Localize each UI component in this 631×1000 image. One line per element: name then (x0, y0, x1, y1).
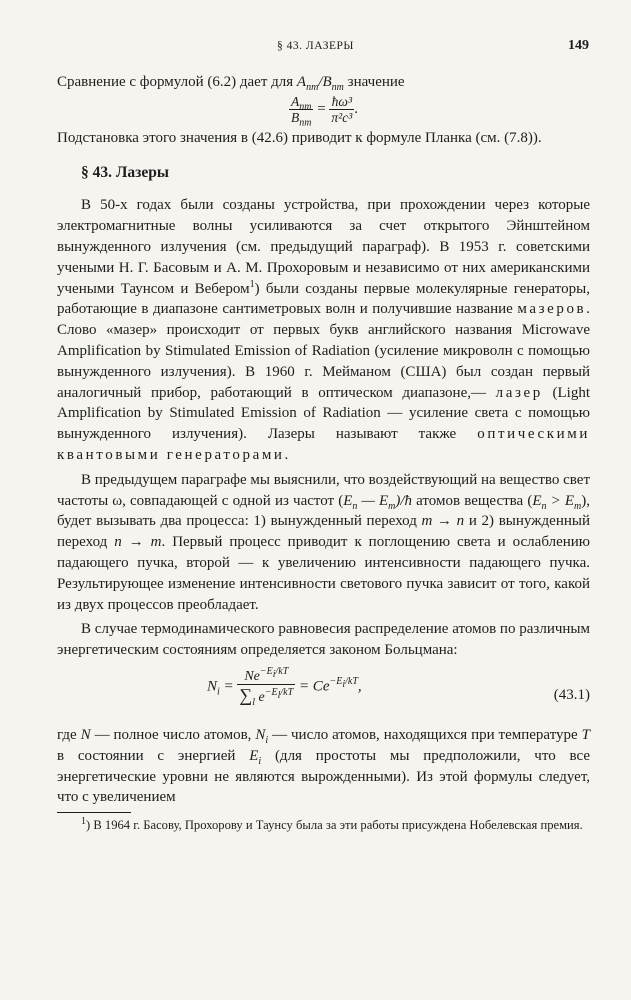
footnote-divider (57, 812, 131, 813)
symbol-T: T (581, 726, 590, 743)
eq-fraction (237, 666, 295, 708)
freq-en-sub: n (352, 500, 358, 512)
cond-em-sub: m (574, 500, 582, 512)
p1-text-b: ) были созданы первые молекулярные генераторы, работающие в диапазоне сантиметровых волн и получившие название (57, 280, 590, 318)
eq-comma: , (357, 678, 362, 695)
sum-index: l (252, 696, 256, 708)
footnote-text: ) В 1964 г. Басову, Прохорову и Таунсу была за эти работы присуждена Нобелевская премия. (86, 818, 583, 833)
p4-text-c: — число атомов, находящихся при температуре (268, 726, 582, 743)
equation-43-1 (57, 663, 590, 721)
boltzmann-formula (207, 666, 362, 708)
symbol-Ni: N (255, 726, 266, 743)
intro-text: Сравнение с формулой (6.2) дает для (57, 74, 297, 90)
page-number: 149 (568, 38, 589, 53)
p4-text-b: — полное число атомов, (90, 726, 256, 743)
p2-text-c: ), будет вызывать два процесса: 1) вынужденный переход (57, 492, 590, 530)
formula-rhs-denominator: π²c³ (331, 109, 353, 125)
eq-num-exponent (259, 666, 289, 681)
formula-period: . (354, 100, 359, 117)
ratio-b-sub: nm (331, 82, 344, 93)
running-head (0, 40, 631, 56)
eq-rhs-exp: −E (329, 676, 343, 688)
intro-text-end: значение (343, 74, 405, 90)
paragraph-stimulated-transitions (57, 470, 590, 616)
transition-m-to-n: m → n (421, 513, 465, 530)
transition-n-to-m: n → m (114, 534, 162, 551)
intro-conclusion: Подстановка этого значения в (42.6) приводит к формуле Планка (см. (7.8)). (57, 129, 542, 146)
lhs-num-symbol: A (290, 93, 300, 109)
p2-text-a: В предыдущем параграфе мы выяснили, что воздействующий на вещество свет частоты ω, совпадающей с одной из частот ( (57, 471, 590, 509)
term-masers: мазеров (517, 301, 587, 318)
symbol-N: N (80, 726, 91, 743)
frequency-expression (343, 492, 413, 512)
paragraph-masers (57, 195, 590, 465)
sum-symbol: ∑ (239, 684, 253, 705)
eq-den-exp-tail: /kT (280, 687, 294, 699)
running-head-title: § 43. ЛАЗЕРЫ (277, 40, 354, 52)
cond-en-sub: n (541, 500, 547, 512)
formula-lhs-fraction (289, 93, 313, 129)
term-optical-quantum-generators: оптическими квантовыми генераторами (57, 426, 590, 463)
lhs-den-sub: nm (299, 117, 312, 129)
eq-den-exp-sub: l (277, 690, 281, 702)
ratio-a: A (296, 74, 307, 90)
section-heading: § 43. Лазеры (81, 163, 170, 181)
eq-num-base: Ne (244, 668, 260, 684)
freq-em-sub: m (388, 500, 396, 512)
eq-den-exponent (264, 687, 294, 702)
cond-en: E (532, 492, 542, 509)
p1-text-a: В 50-х годах были созданы устройства, при прохождении через которые электромагнитные волны усиливаются за счет открытого Эйнштейном вынужденного излучения (см. предыдущий параграф). В 1953 г. советскими учеными Н. Г. Басовым и А. М. Прохоровым и независимо от них американскими учеными Таунсом и Вебером (57, 197, 590, 297)
formula-equals: = (313, 100, 330, 117)
lhs-num-sub: nm (299, 101, 312, 113)
term-laser: лазер (495, 384, 543, 401)
eq-rhs-exp-tail: /kT (345, 676, 358, 688)
formula-einstein-ratio (57, 93, 590, 129)
eq-rhs: = Ce (295, 678, 330, 695)
footnote (57, 817, 590, 834)
symbol-Ei: E (249, 747, 259, 764)
ratio-a-sub: nm (306, 82, 319, 93)
eq-equals: = (219, 678, 238, 695)
footnote-number: 1 (81, 815, 86, 827)
formula-rhs-fraction (329, 94, 354, 125)
intro-line (57, 72, 590, 93)
paragraph-boltzmann: В случае термодинамического равновесия распределение атомов по различным энергетическим состояниям определяется законом Больцмана: (57, 621, 590, 659)
p2-text-e: . Первый процесс приводит к поглощению света и ослаблению падающего пучка, второй — к увеличению интенсивности падающего пучка. Результирующее изменение интенсивности светового пучка зависит от того, какой из двух процессов преобладает. (57, 534, 590, 613)
p4-text-e: (для простоты мы предположили, что все энергетические уровни не являются вырожденными). Из этой формулы следует, что с увеличением (57, 747, 590, 806)
eq-num-exp: −E (259, 666, 273, 678)
formula-lhs-denominator (289, 109, 313, 129)
ratio-expression (296, 74, 344, 93)
p1-text-d: (Light Amplification by Stimulated Emission of Radiation — усиление света с помощью вынужденного излучения). Лазеры называют также (57, 384, 590, 443)
p4-text-d: в состоянии с энергией (57, 747, 250, 764)
eq-rhs-exponent (329, 676, 358, 691)
freq-em: — E (357, 492, 389, 509)
equation-number: (43.1) (553, 686, 590, 703)
formula-rhs-numerator: ħω³ (329, 94, 354, 110)
p2-text-d: и 2) вынужденный переход (57, 513, 590, 551)
p1-text-e: . (284, 446, 289, 463)
cond-em: > E (546, 492, 575, 509)
freq-en: E (343, 492, 353, 509)
eq-lhs: N (207, 678, 218, 695)
p2-text-b: атомов вещества ( (412, 492, 533, 509)
symbol-Ei-sub: i (258, 755, 262, 767)
eq-den-exp: −E (264, 687, 278, 699)
p1-text-c: . Слово «мазер» происходит от первых букв английского названия Microwave Amplification by Stimulated Emission of Radiation (усиление микроволн с помощью вынужденного излучения). В 1960 г. Мейманом (США) был создан первый аналогичный прибор, работающий в оптическом диапазоне,— (57, 301, 590, 401)
eq-denominator (237, 684, 295, 708)
paragraph-notation (57, 725, 590, 808)
lhs-den-symbol: B (290, 109, 300, 125)
eq-lhs-sub: i (217, 686, 220, 698)
energy-condition (532, 492, 582, 512)
p4-text-a: где (57, 726, 81, 743)
eq-num-exp-tail: /kT (275, 666, 289, 678)
footnote-mark: 1 (249, 278, 255, 290)
formula-lhs-numerator (289, 93, 313, 113)
symbol-Ni-sub: i (265, 734, 269, 746)
eq-rhs-exp-sub: i (342, 679, 346, 691)
freq-hbar: )/ħ (395, 492, 413, 509)
eq-den-base: e (258, 689, 265, 705)
ratio-b: /B (318, 74, 332, 90)
eq-numerator (237, 666, 295, 685)
page-body (57, 72, 590, 834)
eq-num-exp-sub: i (272, 669, 276, 681)
